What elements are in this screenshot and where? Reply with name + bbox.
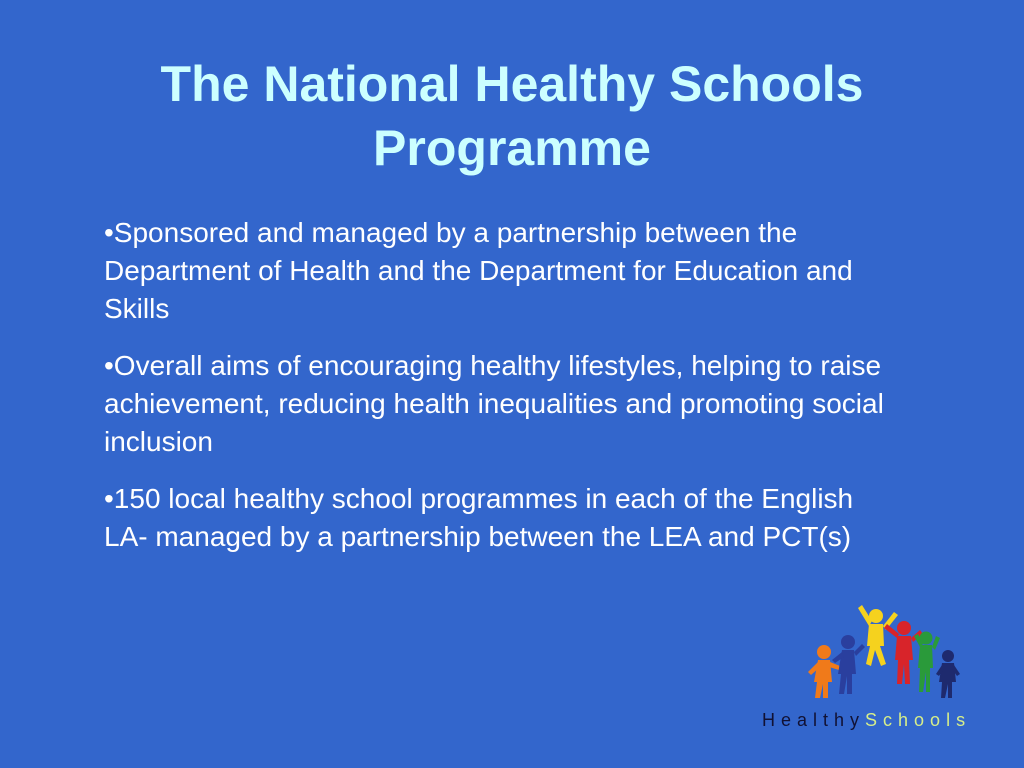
bullet-item: •Sponsored and managed by a partnership between the Department of Health and the Department for Education and Skills (104, 217, 853, 324)
slide-title-line2: Programme (373, 120, 651, 176)
child-figure-blue (832, 635, 865, 694)
bullet-item: •150 local healthy school programmes in each of the English LA- managed by a partnership between the LEA and PCT(s) (104, 483, 854, 552)
logo-word-healthy: Healthy (762, 710, 866, 730)
logo-word-schools: Schools (865, 710, 972, 730)
jumping-children-icon (802, 594, 962, 706)
child-figure-yellow (858, 605, 898, 666)
slide-title (60, 52, 964, 180)
logo-wordmark (762, 710, 1002, 731)
healthy-schools-logo (762, 594, 1002, 744)
slide-title-line1: The National Healthy Schools (160, 56, 864, 112)
child-figure-navy (936, 650, 960, 698)
child-figure-green (914, 632, 940, 693)
child-figure-orange (808, 645, 840, 698)
bullet-item: •Overall aims of encouraging healthy lifestyles, helping to raise achievement, reducing health inequalities and promoting social inclusion (104, 350, 884, 457)
child-figure-red (884, 621, 923, 684)
bullet-list (104, 214, 904, 575)
